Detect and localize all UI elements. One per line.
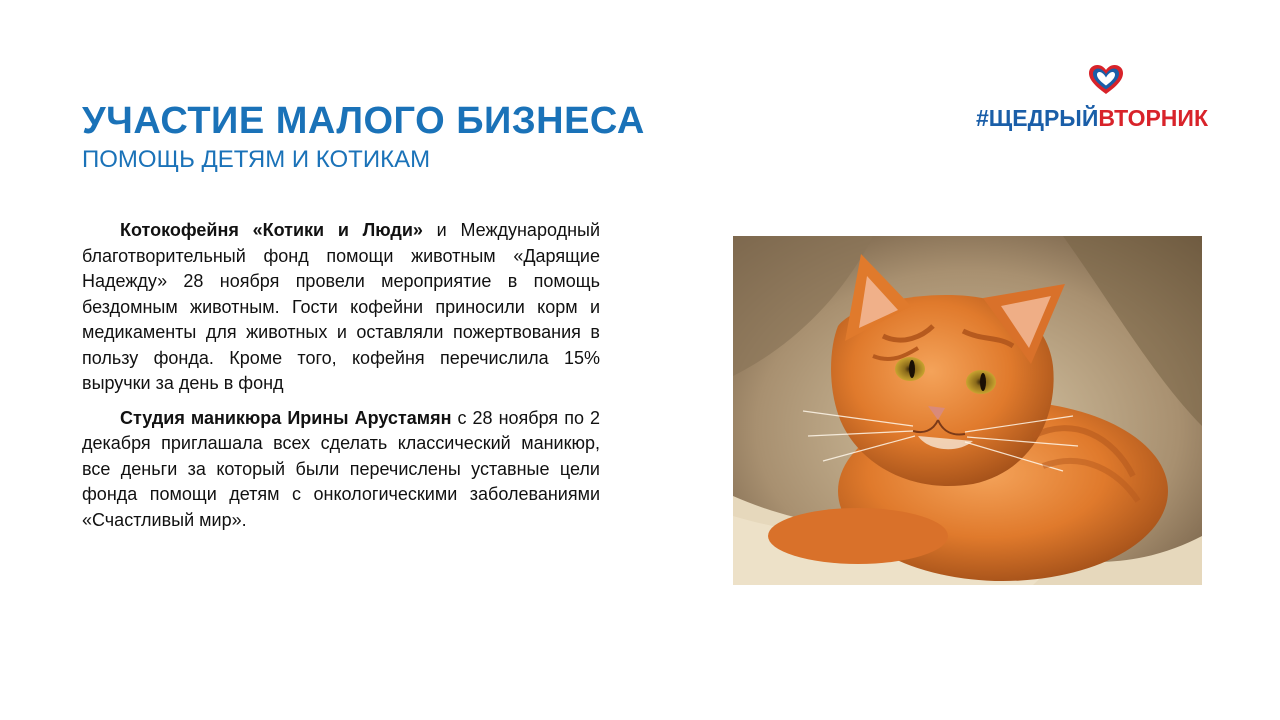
heart-icon (1088, 64, 1124, 96)
slide-title: УЧАСТИЕ МАЛОГО БИЗНЕСА (82, 100, 645, 142)
paragraph-cat-cafe-title: Котокофейня «Котики и Люди» (120, 220, 423, 240)
body-text (82, 218, 600, 542)
cat-illustration (733, 236, 1202, 585)
logo-text (976, 104, 1208, 132)
logo-text-hashtag: #ЩЕДРЫЙ (976, 105, 1099, 131)
generous-tuesday-logo (976, 64, 1232, 134)
paragraph-manicure-studio-title: Студия маникюра Ирины Арустамян (120, 407, 452, 428)
paragraph-manicure-studio (82, 406, 600, 534)
paragraph-manicure-studio-text: с 28 ноября по 2 декабря приглашала всех сделать классический маникюр, все деньги за который были перечислены уставные цели фонда помощи детям с онкологическими заболеваниями «Счастливый мир». (82, 407, 601, 530)
logo-text-tuesday: ВТОРНИК (1098, 105, 1208, 131)
paragraph-cat-cafe (82, 218, 600, 397)
paragraph-cat-cafe-text: и Международный благотворительный фонд помощи животным «Дарящие Надежду» 28 ноября провели мероприятие в помощь бездомным животным. Гости кофейни приносили корм и медикаменты для животных и оставляли пожертвования в пользу фонда. Кроме того, кофейня перечислила 15% выручки за день в фонд (82, 220, 601, 393)
slide-subtitle: ПОМОЩЬ ДЕТЯМ И КОТИКАМ (82, 146, 431, 173)
cat-photo (733, 236, 1202, 585)
